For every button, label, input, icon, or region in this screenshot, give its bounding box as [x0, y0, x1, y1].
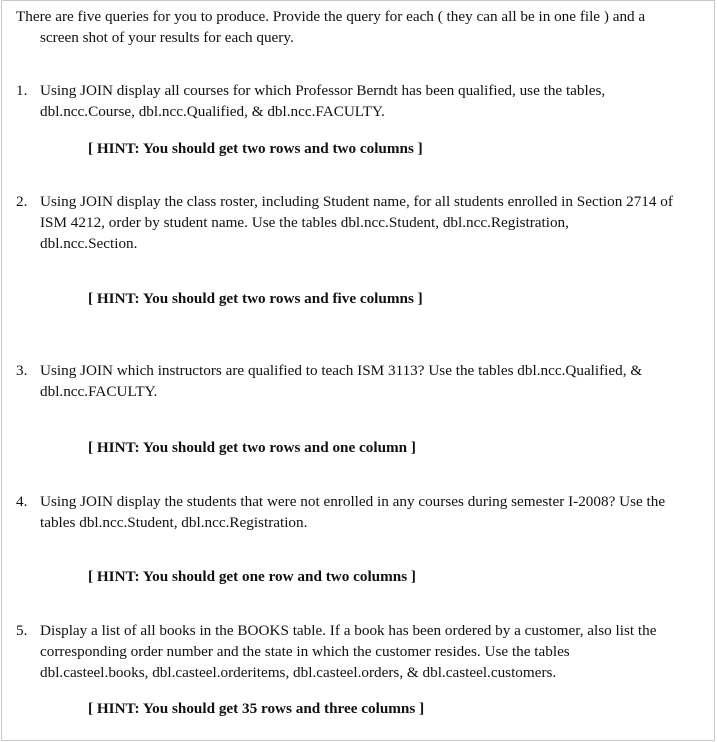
intro-line-1: There are five queries for you to produce. Provide the query for each ( they can all be in one file ) and a	[16, 8, 646, 25]
query-3-line-1: Using JOIN which instructors are qualified to teach ISM 3113? Use the tables dbl.ncc.Qualified, &	[40, 362, 643, 379]
intro-line-2: screen shot of your results for each query.	[40, 29, 294, 46]
query-2-number: 2.	[16, 193, 28, 210]
query-2-line-2: ISM 4212, order by student name. Use the tables dbl.ncc.Student, dbl.ncc.Registration,	[40, 214, 569, 231]
query-4-line-1: Using JOIN display the students that were not enrolled in any courses during semester I-2008? Use the	[40, 493, 666, 510]
query-2-hint: [ HINT: You should get two rows and five columns ]	[88, 290, 423, 307]
query-2-line-1: Using JOIN display the class roster, including Student name, for all students enrolled in Section 2714 of	[40, 193, 673, 210]
query-2-line-3: dbl.ncc.Section.	[40, 235, 138, 252]
query-5-line-3: dbl.casteel.books, dbl.casteel.orderitems, dbl.casteel.orders, & dbl.casteel.customers.	[40, 664, 557, 681]
query-1-number: 1.	[16, 82, 28, 99]
query-4-line-2: tables dbl.ncc.Student, dbl.ncc.Registration.	[40, 514, 308, 531]
query-3-line-2: dbl.ncc.FACULTY.	[40, 383, 158, 400]
query-1-line-2: dbl.ncc.Course, dbl.ncc.Qualified, & dbl.ncc.FACULTY.	[40, 103, 385, 120]
query-5-hint: [ HINT: You should get 35 rows and three columns ]	[88, 700, 425, 717]
query-5-line-2: corresponding order number and the state in which the customer resides. Use the tables	[40, 643, 570, 660]
query-1-line-1: Using JOIN display all courses for which Professor Berndt has been qualified, use the tables,	[40, 82, 606, 99]
query-5-number: 5.	[16, 622, 28, 639]
query-3-hint: [ HINT: You should get two rows and one column ]	[88, 439, 416, 456]
query-4-hint: [ HINT: You should get one row and two columns ]	[88, 568, 416, 585]
query-3-number: 3.	[16, 362, 28, 379]
query-5-line-1: Display a list of all books in the BOOKS table. If a book has been ordered by a customer, also list the	[40, 622, 657, 639]
query-4-number: 4.	[16, 493, 28, 510]
query-1-hint: [ HINT: You should get two rows and two columns ]	[88, 140, 423, 157]
